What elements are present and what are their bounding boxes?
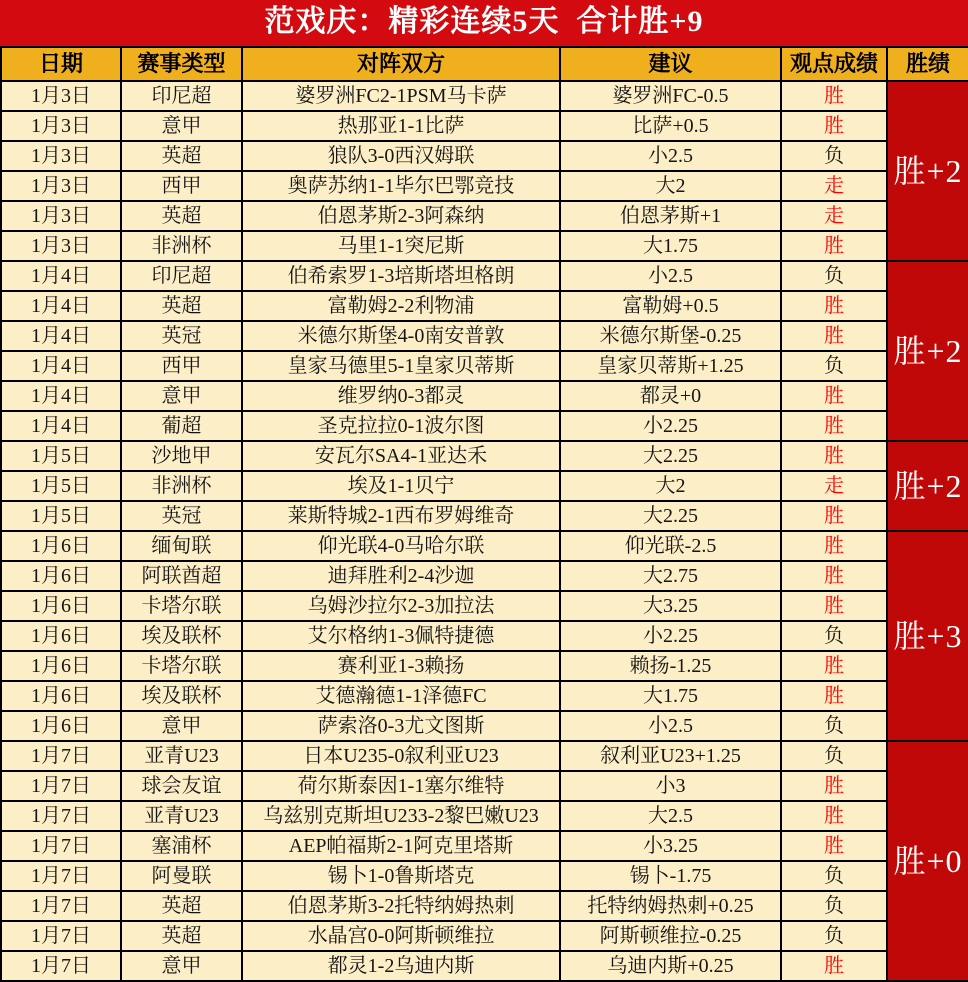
suggestion-cell: 阿斯顿维拉-0.25 bbox=[560, 921, 781, 951]
result-cell: 胜 bbox=[781, 831, 887, 861]
streak-cell: 胜+2 bbox=[887, 261, 968, 441]
date-cell: 1月6日 bbox=[1, 681, 121, 711]
suggestion-cell: 大1.75 bbox=[560, 681, 781, 711]
match-cell: 圣克拉拉0-1波尔图 bbox=[242, 411, 560, 441]
date-cell: 1月5日 bbox=[1, 471, 121, 501]
banner-title: 范戏庆：精彩连续5天 合计胜+9 bbox=[264, 5, 704, 38]
table-row bbox=[1, 921, 968, 951]
suggestion-cell: 富勒姆+0.5 bbox=[560, 291, 781, 321]
suggestion-cell: 锡卜-1.75 bbox=[560, 861, 781, 891]
result-cell: 负 bbox=[781, 741, 887, 771]
suggestion-cell: 大2.25 bbox=[560, 441, 781, 471]
league-cell: 英超 bbox=[121, 921, 242, 951]
result-cell: 胜 bbox=[781, 231, 887, 261]
result-cell: 负 bbox=[781, 621, 887, 651]
date-cell: 1月6日 bbox=[1, 561, 121, 591]
result-cell: 胜 bbox=[781, 381, 887, 411]
suggestion-cell: 大2 bbox=[560, 171, 781, 201]
result-cell: 胜 bbox=[781, 81, 887, 111]
col-header-league: 赛事类型 bbox=[121, 47, 242, 81]
match-cell: 奥萨苏纳1-1毕尔巴鄂竞技 bbox=[242, 171, 560, 201]
table-row bbox=[1, 291, 968, 321]
league-cell: 卡塔尔联 bbox=[121, 591, 242, 621]
match-cell: 莱斯特城2-1西布罗姆维奇 bbox=[242, 501, 560, 531]
match-cell: 艾德瀚德1-1泽德FC bbox=[242, 681, 560, 711]
result-cell: 负 bbox=[781, 261, 887, 291]
date-cell: 1月6日 bbox=[1, 711, 121, 741]
match-cell: AEP帕福斯2-1阿克里塔斯 bbox=[242, 831, 560, 861]
suggestion-cell: 皇家贝蒂斯+1.25 bbox=[560, 351, 781, 381]
date-cell: 1月3日 bbox=[1, 111, 121, 141]
result-cell: 胜 bbox=[781, 411, 887, 441]
suggestion-cell: 小2.5 bbox=[560, 141, 781, 171]
result-cell: 胜 bbox=[781, 651, 887, 681]
result-cell: 胜 bbox=[781, 681, 887, 711]
result-cell: 胜 bbox=[781, 531, 887, 561]
table-row bbox=[1, 591, 968, 621]
league-cell: 英冠 bbox=[121, 321, 242, 351]
suggestion-cell: 都灵+0 bbox=[560, 381, 781, 411]
league-cell: 埃及联杯 bbox=[121, 681, 242, 711]
match-cell: 狼队3-0西汉姆联 bbox=[242, 141, 560, 171]
streak-cell: 胜+3 bbox=[887, 531, 968, 741]
league-cell: 西甲 bbox=[121, 351, 242, 381]
table-row bbox=[1, 261, 968, 291]
league-cell: 球会友谊 bbox=[121, 771, 242, 801]
result-cell: 胜 bbox=[781, 291, 887, 321]
table-row bbox=[1, 201, 968, 231]
match-cell: 婆罗洲FC2-1PSM马卡萨 bbox=[242, 81, 560, 111]
match-cell: 伯恩茅斯2-3阿森纳 bbox=[242, 201, 560, 231]
date-cell: 1月5日 bbox=[1, 501, 121, 531]
date-cell: 1月6日 bbox=[1, 621, 121, 651]
result-cell: 走 bbox=[781, 471, 887, 501]
table-row bbox=[1, 741, 968, 771]
suggestion-cell: 小3 bbox=[560, 771, 781, 801]
suggestion-cell: 小3.25 bbox=[560, 831, 781, 861]
date-cell: 1月4日 bbox=[1, 351, 121, 381]
table-row bbox=[1, 411, 968, 441]
league-cell: 阿联酋超 bbox=[121, 561, 242, 591]
league-cell: 意甲 bbox=[121, 951, 242, 981]
league-cell: 印尼超 bbox=[121, 261, 242, 291]
match-cell: 埃及1-1贝宁 bbox=[242, 471, 560, 501]
table-row bbox=[1, 801, 968, 831]
table-row bbox=[1, 381, 968, 411]
league-cell: 印尼超 bbox=[121, 81, 242, 111]
result-cell: 胜 bbox=[781, 801, 887, 831]
match-cell: 米德尔斯堡4-0南安普敦 bbox=[242, 321, 560, 351]
date-cell: 1月6日 bbox=[1, 591, 121, 621]
table-row bbox=[1, 321, 968, 351]
date-cell: 1月4日 bbox=[1, 261, 121, 291]
result-cell: 负 bbox=[781, 351, 887, 381]
league-cell: 亚青U23 bbox=[121, 741, 242, 771]
league-cell: 卡塔尔联 bbox=[121, 651, 242, 681]
league-cell: 英超 bbox=[121, 891, 242, 921]
match-cell: 乌兹别克斯坦U233-2黎巴嫩U23 bbox=[242, 801, 560, 831]
league-cell: 英超 bbox=[121, 141, 242, 171]
banner bbox=[0, 0, 968, 46]
match-cell: 皇家马德里5-1皇家贝蒂斯 bbox=[242, 351, 560, 381]
league-cell: 意甲 bbox=[121, 111, 242, 141]
suggestion-cell: 小2.5 bbox=[560, 261, 781, 291]
table-row bbox=[1, 531, 968, 561]
table-row bbox=[1, 351, 968, 381]
match-cell: 伯恩茅斯3-2托特纳姆热刺 bbox=[242, 891, 560, 921]
date-cell: 1月7日 bbox=[1, 741, 121, 771]
col-header-suggestion: 建议 bbox=[560, 47, 781, 81]
table-row bbox=[1, 891, 968, 921]
table-row bbox=[1, 831, 968, 861]
league-cell: 意甲 bbox=[121, 381, 242, 411]
table-row bbox=[1, 561, 968, 591]
league-cell: 葡超 bbox=[121, 411, 242, 441]
suggestion-cell: 小2.25 bbox=[560, 621, 781, 651]
date-cell: 1月3日 bbox=[1, 231, 121, 261]
header-row bbox=[1, 47, 968, 81]
match-cell: 日本U235-0叙利亚U23 bbox=[242, 741, 560, 771]
col-header-result: 观点成绩 bbox=[781, 47, 887, 81]
match-cell: 荷尔斯泰因1-1塞尔维特 bbox=[242, 771, 560, 801]
match-cell: 维罗纳0-3都灵 bbox=[242, 381, 560, 411]
date-cell: 1月4日 bbox=[1, 411, 121, 441]
league-cell: 英超 bbox=[121, 201, 242, 231]
date-cell: 1月7日 bbox=[1, 951, 121, 981]
match-cell: 伯希索罗1-3培斯塔坦格朗 bbox=[242, 261, 560, 291]
suggestion-cell: 婆罗洲FC-0.5 bbox=[560, 81, 781, 111]
table-row bbox=[1, 621, 968, 651]
result-cell: 负 bbox=[781, 141, 887, 171]
date-cell: 1月3日 bbox=[1, 141, 121, 171]
table-row bbox=[1, 951, 968, 981]
date-cell: 1月7日 bbox=[1, 771, 121, 801]
match-cell: 赛利亚1-3赖扬 bbox=[242, 651, 560, 681]
result-cell: 走 bbox=[781, 171, 887, 201]
result-cell: 胜 bbox=[781, 591, 887, 621]
table-row bbox=[1, 141, 968, 171]
league-cell: 塞浦杯 bbox=[121, 831, 242, 861]
match-cell: 安瓦尔SA4-1亚达禾 bbox=[242, 441, 560, 471]
match-cell: 萨索洛0-3尤文图斯 bbox=[242, 711, 560, 741]
col-header-date: 日期 bbox=[1, 47, 121, 81]
league-cell: 沙地甲 bbox=[121, 441, 242, 471]
table-row bbox=[1, 681, 968, 711]
league-cell: 英超 bbox=[121, 291, 242, 321]
col-header-streak: 胜绩 bbox=[887, 47, 968, 81]
suggestion-cell: 赖扬-1.25 bbox=[560, 651, 781, 681]
date-cell: 1月7日 bbox=[1, 801, 121, 831]
table-row bbox=[1, 711, 968, 741]
suggestion-cell: 小2.25 bbox=[560, 411, 781, 441]
table-body bbox=[1, 81, 968, 981]
result-cell: 胜 bbox=[781, 951, 887, 981]
suggestion-cell: 大1.75 bbox=[560, 231, 781, 261]
table-row bbox=[1, 501, 968, 531]
table-row bbox=[1, 471, 968, 501]
league-cell: 缅甸联 bbox=[121, 531, 242, 561]
match-cell: 艾尔格纳1-3佩特捷德 bbox=[242, 621, 560, 651]
suggestion-cell: 乌迪内斯+0.25 bbox=[560, 951, 781, 981]
table-row bbox=[1, 231, 968, 261]
suggestion-cell: 比萨+0.5 bbox=[560, 111, 781, 141]
table-row bbox=[1, 861, 968, 891]
suggestion-cell: 大3.25 bbox=[560, 591, 781, 621]
suggestion-cell: 仰光联-2.5 bbox=[560, 531, 781, 561]
date-cell: 1月7日 bbox=[1, 861, 121, 891]
league-cell: 阿曼联 bbox=[121, 861, 242, 891]
match-cell: 乌姆沙拉尔2-3加拉法 bbox=[242, 591, 560, 621]
match-cell: 迪拜胜利2-4沙迦 bbox=[242, 561, 560, 591]
table-row bbox=[1, 441, 968, 471]
match-cell: 热那亚1-1比萨 bbox=[242, 111, 560, 141]
match-cell: 富勒姆2-2利物浦 bbox=[242, 291, 560, 321]
match-cell: 锡卜1-0鲁斯塔克 bbox=[242, 861, 560, 891]
table-header bbox=[1, 47, 968, 81]
date-cell: 1月4日 bbox=[1, 321, 121, 351]
suggestion-cell: 大2.75 bbox=[560, 561, 781, 591]
table-row bbox=[1, 771, 968, 801]
date-cell: 1月7日 bbox=[1, 831, 121, 861]
date-cell: 1月6日 bbox=[1, 651, 121, 681]
result-cell: 胜 bbox=[781, 441, 887, 471]
date-cell: 1月3日 bbox=[1, 201, 121, 231]
league-cell: 非洲杯 bbox=[121, 231, 242, 261]
result-cell: 走 bbox=[781, 201, 887, 231]
col-header-match: 对阵双方 bbox=[242, 47, 560, 81]
league-cell: 非洲杯 bbox=[121, 471, 242, 501]
table-row bbox=[1, 651, 968, 681]
league-cell: 埃及联杯 bbox=[121, 621, 242, 651]
match-cell: 水晶宫0-0阿斯顿维拉 bbox=[242, 921, 560, 951]
result-cell: 胜 bbox=[781, 321, 887, 351]
table-row bbox=[1, 171, 968, 201]
table-row bbox=[1, 81, 968, 111]
tips-table bbox=[0, 46, 968, 982]
date-cell: 1月4日 bbox=[1, 381, 121, 411]
result-cell: 负 bbox=[781, 921, 887, 951]
suggestion-cell: 米德尔斯堡-0.25 bbox=[560, 321, 781, 351]
league-cell: 西甲 bbox=[121, 171, 242, 201]
streak-cell: 胜+0 bbox=[887, 741, 968, 981]
streak-cell: 胜+2 bbox=[887, 441, 968, 531]
match-cell: 都灵1-2乌迪内斯 bbox=[242, 951, 560, 981]
result-cell: 负 bbox=[781, 711, 887, 741]
result-cell: 胜 bbox=[781, 111, 887, 141]
date-cell: 1月6日 bbox=[1, 531, 121, 561]
result-cell: 胜 bbox=[781, 561, 887, 591]
date-cell: 1月7日 bbox=[1, 921, 121, 951]
suggestion-cell: 大2 bbox=[560, 471, 781, 501]
date-cell: 1月4日 bbox=[1, 291, 121, 321]
suggestion-cell: 托特纳姆热刺+0.25 bbox=[560, 891, 781, 921]
result-cell: 负 bbox=[781, 891, 887, 921]
suggestion-cell: 叙利亚U23+1.25 bbox=[560, 741, 781, 771]
date-cell: 1月5日 bbox=[1, 441, 121, 471]
result-cell: 胜 bbox=[781, 501, 887, 531]
match-cell: 马里1-1突尼斯 bbox=[242, 231, 560, 261]
date-cell: 1月3日 bbox=[1, 171, 121, 201]
league-cell: 意甲 bbox=[121, 711, 242, 741]
result-cell: 胜 bbox=[781, 771, 887, 801]
table-row bbox=[1, 111, 968, 141]
suggestion-cell: 小2.5 bbox=[560, 711, 781, 741]
date-cell: 1月3日 bbox=[1, 81, 121, 111]
league-cell: 亚青U23 bbox=[121, 801, 242, 831]
date-cell: 1月7日 bbox=[1, 891, 121, 921]
streak-cell: 胜+2 bbox=[887, 81, 968, 261]
suggestion-cell: 伯恩茅斯+1 bbox=[560, 201, 781, 231]
match-cell: 仰光联4-0马哈尔联 bbox=[242, 531, 560, 561]
suggestion-cell: 大2.25 bbox=[560, 501, 781, 531]
league-cell: 英冠 bbox=[121, 501, 242, 531]
suggestion-cell: 大2.5 bbox=[560, 801, 781, 831]
result-cell: 负 bbox=[781, 861, 887, 891]
